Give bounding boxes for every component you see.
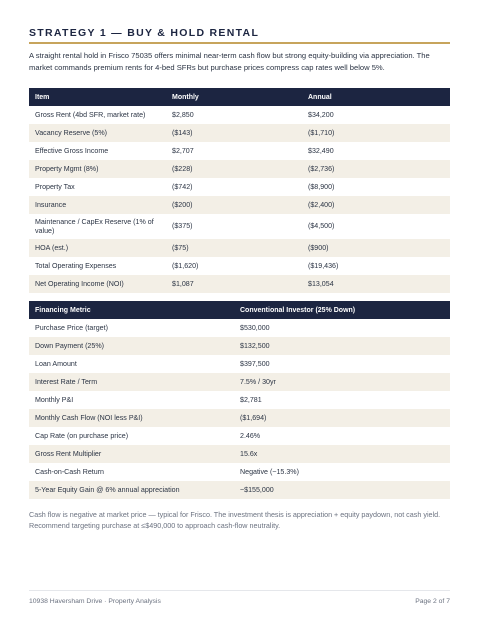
- metric-value: $2,781: [234, 391, 450, 409]
- row-label: Gross Rent (4bd SFR, market rate): [29, 106, 166, 124]
- row-label: Net Operating Income (NOI): [29, 275, 166, 293]
- row-monthly: ($75): [166, 239, 302, 257]
- analysis-note: Cash flow is negative at market price — typical for Frisco. The investment thesis is appreciation + equity paydown, not cash yield. Recommend targeting purchase at ≤$490,000 to approach cash-flow neutrality.: [29, 510, 441, 530]
- table-row: [29, 196, 450, 214]
- table-row: [29, 409, 450, 427]
- row-monthly: ($143): [166, 124, 302, 142]
- metric-value: 2.46%: [234, 427, 450, 445]
- header-conventional: Conventional Investor (25% Down): [234, 301, 450, 319]
- metric-label: Loan Amount: [29, 355, 234, 373]
- header-annual: Annual: [302, 88, 450, 106]
- table-row: [29, 463, 450, 481]
- row-annual: ($1,710): [302, 124, 450, 142]
- row-monthly: $1,087: [166, 275, 302, 293]
- row-monthly: ($200): [166, 196, 302, 214]
- table-row: [29, 275, 450, 293]
- table-row: [29, 142, 450, 160]
- row-annual: $13,054: [302, 275, 450, 293]
- table-row: [29, 319, 450, 337]
- metric-label: Interest Rate / Term: [29, 373, 234, 391]
- row-annual: ($4,500): [302, 214, 450, 239]
- table-row: [29, 160, 450, 178]
- table-row: [29, 391, 450, 409]
- footer-divider: [29, 590, 450, 591]
- operating-table-header: [29, 88, 450, 106]
- metric-value: $397,500: [234, 355, 450, 373]
- row-monthly: ($1,620): [166, 257, 302, 275]
- metric-label: Monthly Cash Flow (NOI less P&I): [29, 409, 234, 427]
- metric-label: Monthly P&I: [29, 391, 234, 409]
- table-row: [29, 257, 450, 275]
- row-label: Total Operating Expenses: [29, 257, 166, 275]
- row-annual: ($2,736): [302, 160, 450, 178]
- table-row: [29, 427, 450, 445]
- title-divider: [29, 42, 450, 44]
- operating-table: [29, 88, 450, 293]
- row-annual: $34,200: [302, 106, 450, 124]
- intro-paragraph: A straight rental hold in Frisco 75035 offers minimal near-term cash flow but strong equity-building via appreciation. The market commands premium rents for 4-bed SFRs but purchase prices compress cap rates well below 5%.: [29, 51, 430, 72]
- metric-value: $132,500: [234, 337, 450, 355]
- row-annual: ($19,436): [302, 257, 450, 275]
- metric-label: Cap Rate (on purchase price): [29, 427, 234, 445]
- row-label: Maintenance / CapEx Reserve (1% of value): [29, 214, 166, 239]
- footer-document-label: 10938 Haversham Drive · Property Analysis: [29, 598, 161, 605]
- row-monthly: ($742): [166, 178, 302, 196]
- row-monthly: $2,850: [166, 106, 302, 124]
- metric-label: Purchase Price (target): [29, 319, 234, 337]
- metric-label: 5-Year Equity Gain @ 6% annual appreciation: [29, 481, 234, 499]
- metric-value: $530,000: [234, 319, 450, 337]
- table-row: [29, 373, 450, 391]
- table-row: [29, 124, 450, 142]
- header-item: Item: [29, 88, 166, 106]
- table-row: [29, 355, 450, 373]
- row-annual: ($900): [302, 239, 450, 257]
- row-monthly: ($228): [166, 160, 302, 178]
- table-row: [29, 481, 450, 499]
- table-row: [29, 239, 450, 257]
- row-monthly: $2,707: [166, 142, 302, 160]
- metric-value: 15.6x: [234, 445, 450, 463]
- table-row: [29, 178, 450, 196]
- row-annual: ($8,900): [302, 178, 450, 196]
- table-row: [29, 214, 450, 239]
- financing-table-header: [29, 301, 450, 319]
- table-row: [29, 106, 450, 124]
- row-label: HOA (est.): [29, 239, 166, 257]
- row-label: Property Mgmt (8%): [29, 160, 166, 178]
- metric-label: Down Payment (25%): [29, 337, 234, 355]
- row-annual: $32,490: [302, 142, 450, 160]
- metric-value: ~$155,000: [234, 481, 450, 499]
- metric-label: Cash-on-Cash Return: [29, 463, 234, 481]
- metric-value: 7.5% / 30yr: [234, 373, 450, 391]
- metric-value: ($1,694): [234, 409, 450, 427]
- metric-value: Negative (~15.3%): [234, 463, 450, 481]
- row-label: Effective Gross Income: [29, 142, 166, 160]
- row-label: Property Tax: [29, 178, 166, 196]
- table-row: [29, 445, 450, 463]
- table-row: [29, 337, 450, 355]
- section-title: STRATEGY 1 — BUY & HOLD RENTAL: [29, 27, 260, 39]
- header-monthly: Monthly: [166, 88, 302, 106]
- row-annual: ($2,400): [302, 196, 450, 214]
- header-metric: Financing Metric: [29, 301, 234, 319]
- row-label: Insurance: [29, 196, 166, 214]
- row-monthly: ($375): [166, 214, 302, 239]
- financing-table: [29, 301, 450, 499]
- page-number: Page 2 of 7: [415, 598, 450, 605]
- row-label: Vacancy Reserve (5%): [29, 124, 166, 142]
- metric-label: Gross Rent Multiplier: [29, 445, 234, 463]
